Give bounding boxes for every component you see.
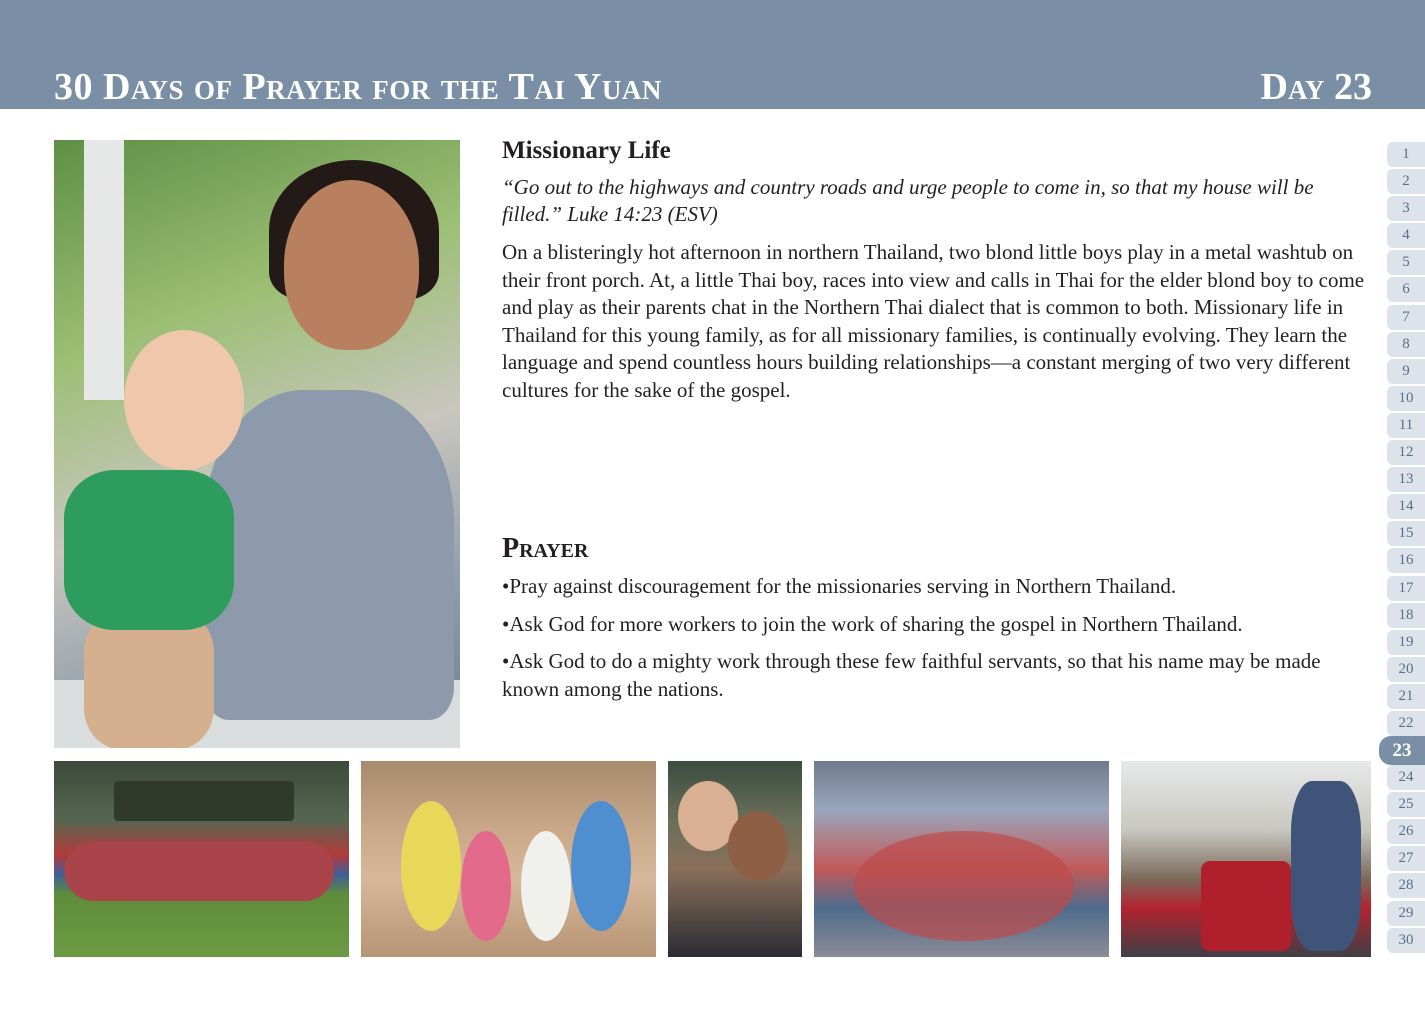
photo-baby-shirt [64, 470, 234, 630]
day-tab-28[interactable]: 28 [1387, 873, 1425, 898]
day-tabs [1387, 142, 1425, 955]
prayer-item: •Ask God for more workers to join the work of sharing the gospel in Northern Thailand. [502, 611, 1243, 636]
day-tab-16[interactable]: 16 [1387, 548, 1425, 573]
day-tab-18[interactable]: 18 [1387, 603, 1425, 628]
day-tab-30[interactable]: 30 [1387, 928, 1425, 953]
day-tab-23-current[interactable]: 23 [1379, 736, 1425, 765]
day-tab-2[interactable]: 2 [1387, 169, 1425, 194]
photo-child [461, 831, 511, 941]
day-tab-6[interactable]: 6 [1387, 277, 1425, 302]
thumbnail-women-and-children [361, 761, 656, 957]
photo-woman-shirt [204, 390, 454, 720]
day-tab-22[interactable]: 22 [1387, 711, 1425, 736]
day-tab-13[interactable]: 13 [1387, 467, 1425, 492]
day-tab-14[interactable]: 14 [1387, 494, 1425, 519]
day-tab-29[interactable]: 29 [1387, 901, 1425, 926]
scripture-verse: “Go out to the highways and country roads and urge people to come in, so that my house will be filled.” Luke 14:23 (ESV) [502, 175, 1314, 226]
day-tab-27[interactable]: 27 [1387, 846, 1425, 871]
photo-child [521, 831, 571, 941]
page-title: 30 Days of Prayer for the Tai Yuan [54, 66, 662, 108]
day-tab-17[interactable]: 17 [1387, 576, 1425, 601]
day-label: Day 23 [1260, 66, 1372, 108]
photo-speaker [1291, 781, 1361, 951]
photo-person [401, 801, 461, 931]
photo-crowd [854, 831, 1074, 941]
prayer-list [502, 573, 1372, 713]
day-tab-7[interactable]: 7 [1387, 305, 1425, 330]
section-heading: Missionary Life [502, 137, 671, 164]
photo-person [571, 801, 631, 931]
day-tab-15[interactable]: 15 [1387, 521, 1425, 546]
day-tab-5[interactable]: 5 [1387, 250, 1425, 275]
day-tab-4[interactable]: 4 [1387, 223, 1425, 248]
photo-pillar [84, 140, 124, 400]
photo-building [114, 781, 294, 821]
day-tab-8[interactable]: 8 [1387, 332, 1425, 357]
thumbnail-speaker [1121, 761, 1371, 957]
day-tab-10[interactable]: 10 [1387, 386, 1425, 411]
day-tab-9[interactable]: 9 [1387, 359, 1425, 384]
day-tab-11[interactable]: 11 [1387, 413, 1425, 438]
prayer-item: •Ask God to do a mighty work through these few faithful servants, so that his name may be made known among the nations. [502, 649, 1321, 701]
prayer-heading: Prayer [502, 533, 589, 564]
day-tab-26[interactable]: 26 [1387, 819, 1425, 844]
thumbnail-gathering-circle [814, 761, 1109, 957]
photo-face [728, 811, 788, 881]
day-tab-21[interactable]: 21 [1387, 684, 1425, 709]
photo-woman-face [284, 180, 419, 350]
day-tab-12[interactable]: 12 [1387, 440, 1425, 465]
prayer-item: •Pray against discouragement for the missionaries serving in Northern Thailand. [502, 574, 1177, 598]
day-tab-25[interactable]: 25 [1387, 792, 1425, 817]
photo-baby-head [124, 330, 244, 470]
photo-crowd [64, 841, 334, 901]
day-tab-3[interactable]: 3 [1387, 196, 1425, 221]
thumbnail-group-photo [54, 761, 349, 957]
day-tab-1[interactable]: 1 [1387, 142, 1425, 167]
photo-red-cloth [1201, 861, 1291, 951]
photo-baby-legs [84, 610, 214, 748]
day-tab-19[interactable]: 19 [1387, 630, 1425, 655]
day-tab-20[interactable]: 20 [1387, 657, 1425, 682]
main-photo-woman-and-baby [54, 140, 460, 748]
day-tab-24[interactable]: 24 [1387, 765, 1425, 790]
body-paragraph: On a blisteringly hot afternoon in northern Thailand, two blond little boys play in a metal washtub on their front porch. At, a little Thai boy, races into view and calls in Thai for the elder blond boy to come and play as their parents chat in the Northern Thai dialect that is common to both. Missionary life in Thailand for this young family, as for all missionary families, is continually evolving. They learn the language and spend countless hours building relationships—a constant merging of two very different cultures for the sake of the gospel. [502, 240, 1365, 402]
thumbnail-two-people [668, 761, 802, 957]
